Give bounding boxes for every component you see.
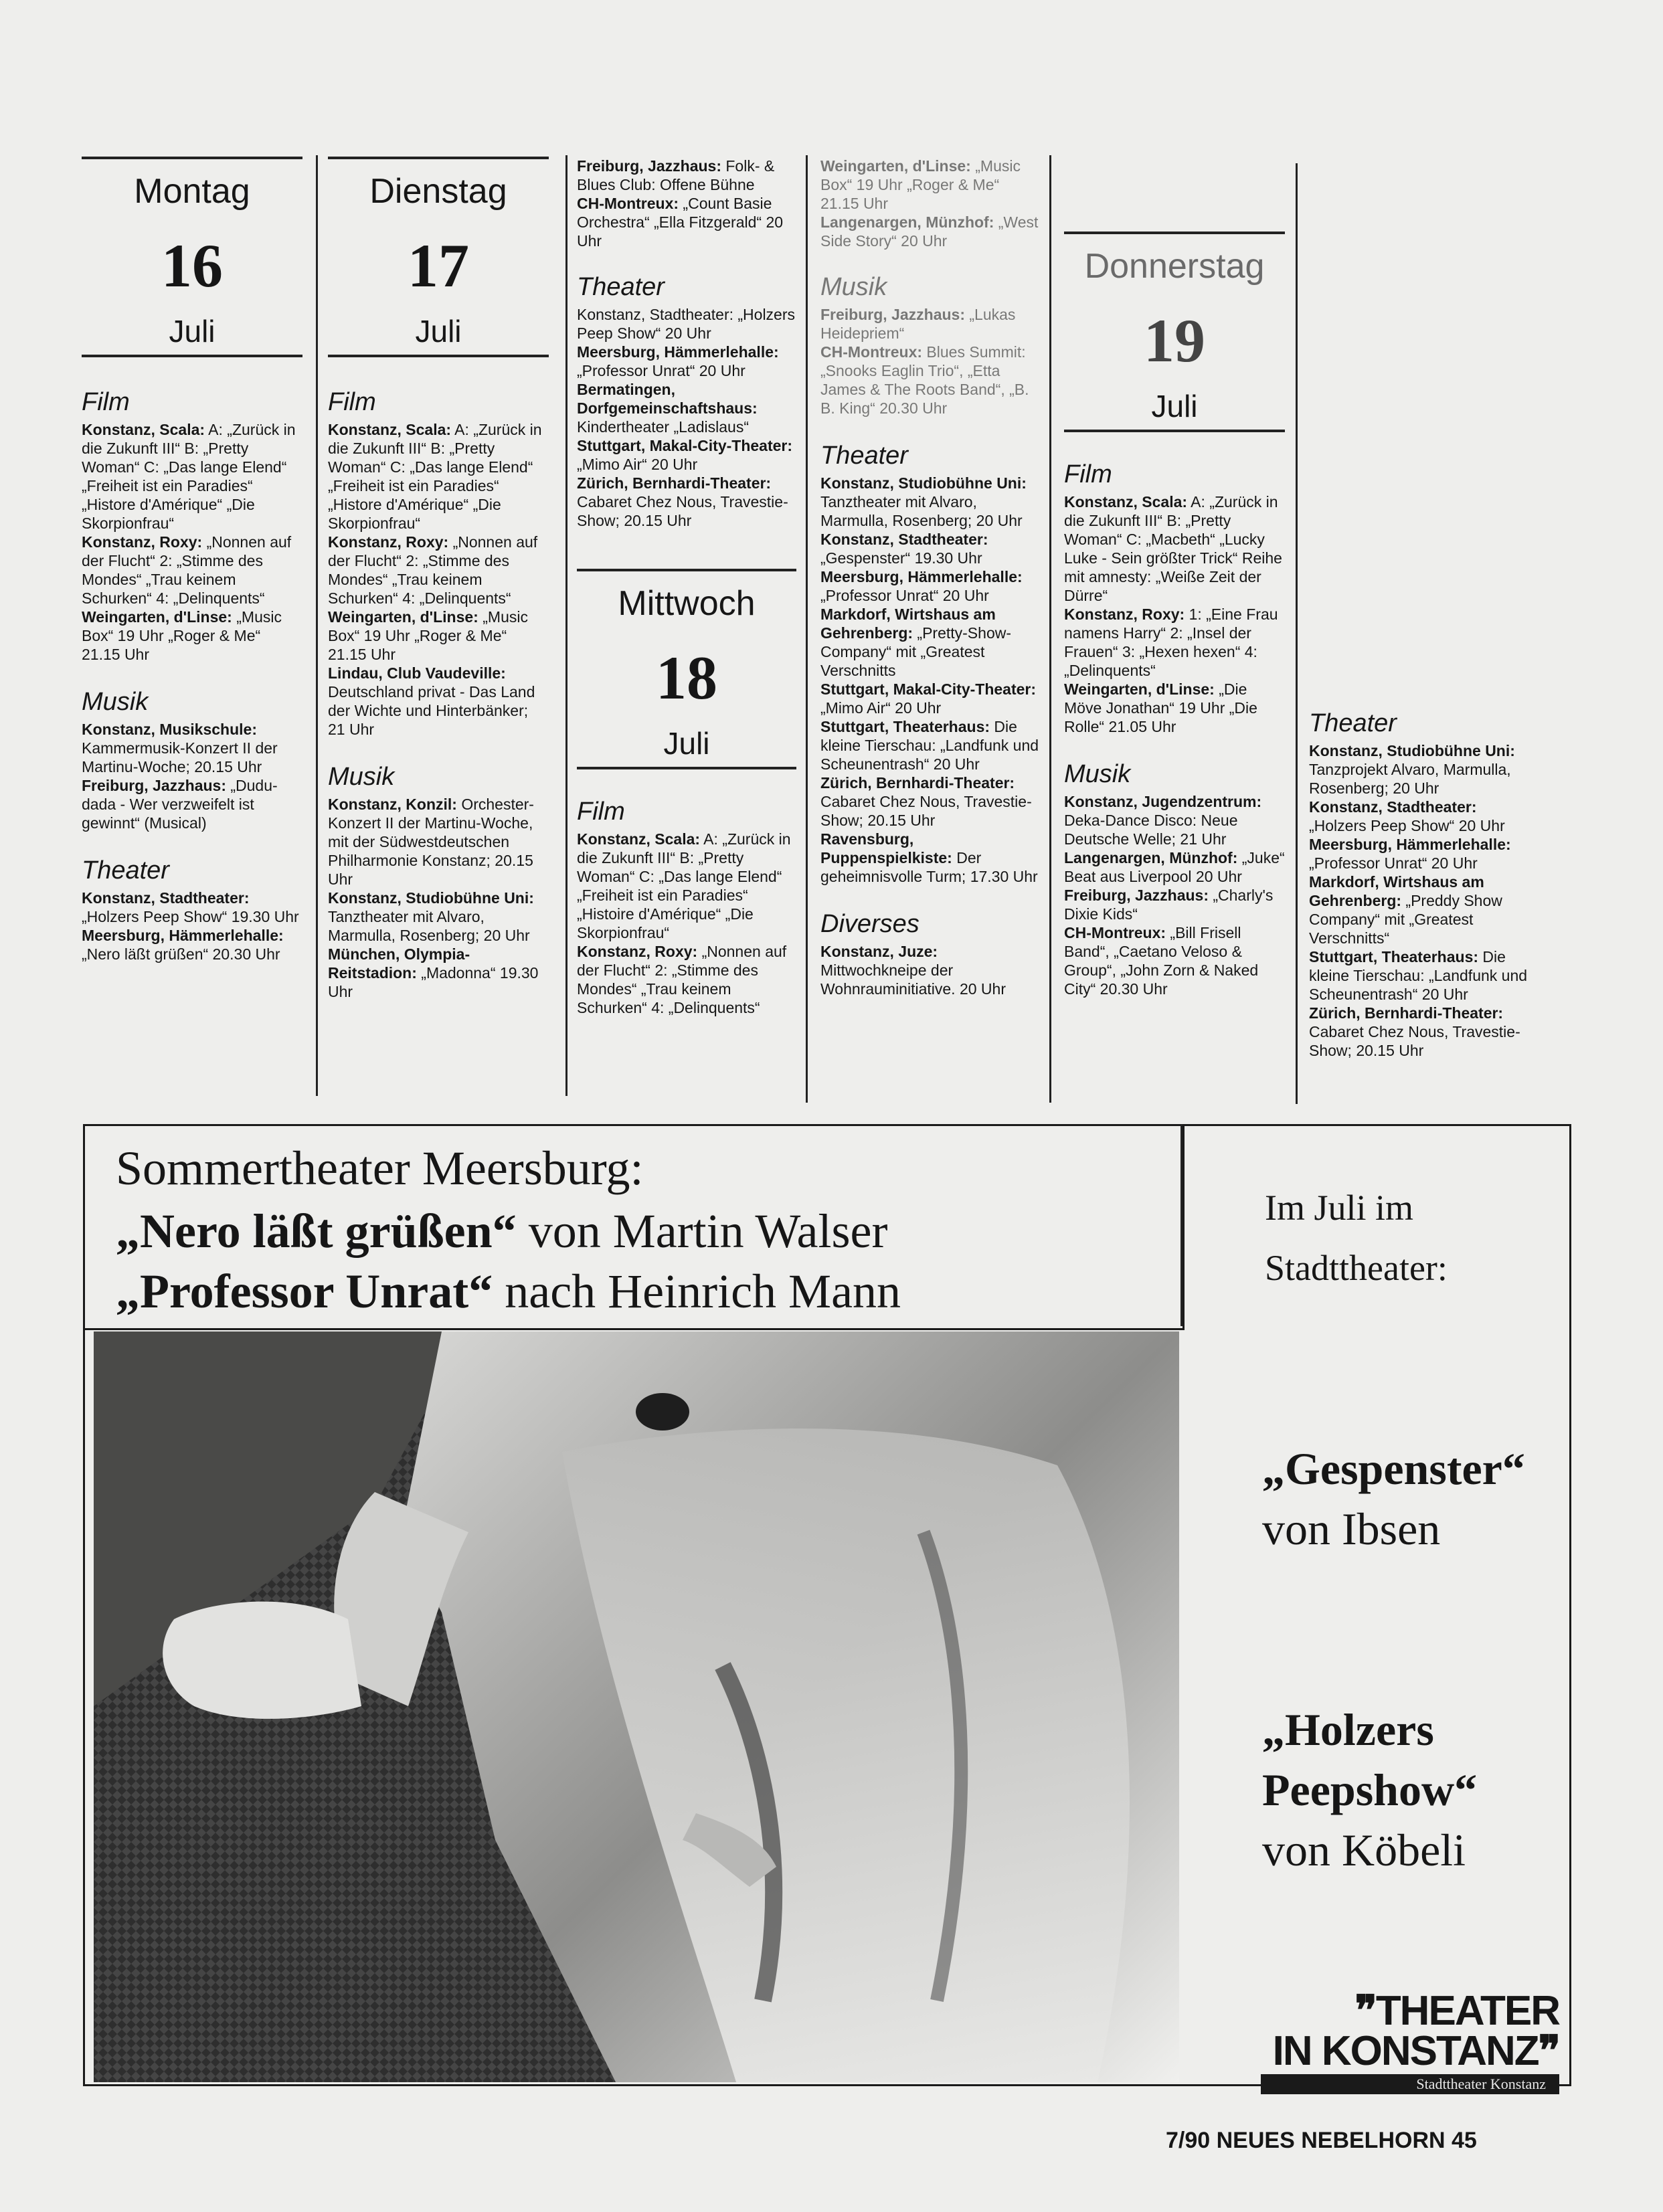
column-divider bbox=[1296, 163, 1298, 1104]
details: 1: „Eine Frau namens Harry“ 2: „Insel der Frauen“ 3: „Hexen hexen“ 4: „Delinquents“ bbox=[1064, 606, 1278, 679]
day-header-thursday bbox=[1064, 232, 1285, 432]
column-divider bbox=[1049, 155, 1051, 1103]
details: Deutschland privat - Das Land der Wichte und Hinterbänker; 21 Uhr bbox=[328, 683, 535, 738]
details: „Holzers Peep Show“ 20 Uhr bbox=[1309, 817, 1505, 834]
details: Tanzprojekt Alvaro, Marmulla, Rosenberg; 20 Uhr bbox=[1309, 761, 1511, 797]
venue: Zürich, Bernhardi-Theater: bbox=[577, 474, 772, 492]
venue: Freiburg, Jazzhaus: bbox=[82, 777, 226, 794]
day-header-wednesday bbox=[577, 569, 796, 769]
listing-entry bbox=[1309, 835, 1530, 872]
details: „Gespenster“ 19.30 Uhr bbox=[820, 549, 982, 567]
venue: Freiburg, Jazzhaus: bbox=[1064, 887, 1209, 904]
listing-entry bbox=[1064, 680, 1285, 736]
venue: Markdorf, Wirtshaus am Gehrenberg: bbox=[1309, 873, 1484, 909]
ad-play-holzers bbox=[1262, 1699, 1563, 1880]
listing-entry bbox=[82, 926, 302, 963]
listing-entry bbox=[328, 889, 549, 945]
details: Tanztheater mit Alvaro, Marmulla, Rosenberg; 20 Uhr bbox=[820, 493, 1023, 529]
column-thursday-continued bbox=[1309, 708, 1530, 1060]
venue: Bermatingen, Dorfgemeinschaftshaus: bbox=[577, 381, 758, 417]
details: „Music Box“ 19 Uhr „Roger & Me“ 21.15 Uhr bbox=[82, 608, 282, 663]
day-name: Mittwoch bbox=[577, 569, 796, 625]
venue: Meersburg, Hämmerlehalle: bbox=[1309, 836, 1511, 853]
venue: Langenargen, Münzhof: bbox=[1064, 849, 1238, 866]
listing-entry bbox=[577, 305, 796, 343]
details: Blues Summit: „Snooks Eaglin Trio“, „Etta James & The Roots Band“, „B. B. King“ 20.30 Uhr bbox=[820, 343, 1029, 417]
details: Folk- & Blues Club: Offene Bühne bbox=[577, 157, 775, 193]
logo-line2: IN KONSTANZ❞ bbox=[1272, 2028, 1559, 2074]
details: Kindertheater „Ladislaus“ bbox=[577, 418, 749, 436]
venue: Konstanz, Jugendzentrum: bbox=[1064, 793, 1262, 810]
venue: Konstanz, Scala: bbox=[328, 421, 452, 438]
listing-entry bbox=[328, 795, 549, 889]
listing-entry bbox=[82, 533, 302, 608]
venue: Konstanz, Stadtheater: bbox=[1309, 798, 1477, 816]
details: „Juke“ Beat aus Liverpool 20 Uhr bbox=[1064, 849, 1285, 885]
venue: Konstanz, Studiobühne Uni: bbox=[820, 474, 1027, 492]
venue: Ravensburg, Puppenspielkiste: bbox=[820, 830, 952, 866]
play-author: von Köbeli bbox=[1262, 1825, 1466, 1875]
day-month: Juli bbox=[577, 725, 796, 769]
listing-entry bbox=[820, 717, 1041, 773]
section-heading-musik: Musik bbox=[82, 688, 149, 716]
listing-entry bbox=[328, 533, 549, 608]
section-heading-theater: Theater bbox=[820, 442, 908, 470]
column-thursday bbox=[1064, 232, 1285, 998]
play-title: „Nero läßt grüßen“ bbox=[116, 1204, 517, 1258]
venue: Stuttgart, Theaterhaus: bbox=[820, 718, 990, 735]
faded-entries bbox=[820, 157, 1041, 418]
details: „Lukas Heidepriem“ bbox=[820, 306, 1016, 342]
listing-entry bbox=[328, 420, 549, 533]
venue: Zürich, Bernhardi-Theater: bbox=[1309, 1004, 1504, 1022]
details: „Nonnen auf der Flucht“ 2: „Stimme des Mondes“ „Trau keinem Schurken“ 4: „Delinquents“ bbox=[328, 533, 538, 607]
details: „Professor Unrat“ 20 Uhr bbox=[1309, 854, 1478, 872]
day-number: 18 bbox=[656, 644, 717, 712]
listing-entry bbox=[1064, 848, 1285, 886]
day-month: Juli bbox=[328, 313, 549, 357]
column-divider bbox=[565, 155, 567, 1096]
listing-entry bbox=[577, 830, 796, 942]
venue: Konstanz, Stadtheater: bbox=[820, 531, 988, 548]
listing-entry bbox=[328, 608, 549, 664]
ad-right-panel bbox=[1265, 1178, 1559, 1298]
play-credit: von Martin Walser bbox=[516, 1204, 888, 1258]
day-header-tuesday bbox=[328, 157, 549, 357]
details: „Nonnen auf der Flucht“ 2: „Stimme des Mondes“ „Trau keinem Schurken“ 4: „Delinquents“ bbox=[577, 943, 787, 1016]
listing-entry bbox=[82, 608, 302, 664]
ad-intro-line1: Im Juli im bbox=[1265, 1188, 1414, 1228]
ad-heading: Sommertheater Meersburg: bbox=[116, 1141, 644, 1195]
ad-line-unrat bbox=[116, 1260, 901, 1323]
column-wednesday bbox=[577, 157, 796, 1017]
page-footer: 7/90 NEUES NEBELHORN 45 bbox=[1166, 2128, 1477, 2153]
section-heading-film: Film bbox=[82, 388, 130, 416]
details: „Preddy Show Company“ mit „Greatest Verschnitts“ bbox=[1309, 892, 1502, 947]
venue: Konstanz, Konzil: bbox=[328, 796, 457, 813]
details: „West Side Story“ 20 Uhr bbox=[820, 213, 1039, 250]
listing-entry bbox=[1064, 923, 1285, 998]
listing-entry bbox=[1064, 605, 1285, 680]
listing-entry bbox=[328, 664, 549, 739]
details: Cabaret Chez Nous, Travestie-Show; 20.15 Uhr bbox=[820, 793, 1032, 829]
listing-entry bbox=[577, 343, 796, 380]
listing-entry bbox=[577, 436, 796, 474]
ad-intro-line2: Stadttheater: bbox=[1265, 1248, 1448, 1288]
listing-entry bbox=[1064, 886, 1285, 923]
venue: Konstanz, Roxy: bbox=[577, 943, 698, 960]
column-divider bbox=[806, 155, 808, 1103]
play-credit: nach Heinrich Mann bbox=[493, 1265, 901, 1318]
details: „Professor Unrat“ 20 Uhr bbox=[820, 587, 989, 604]
venue: Langenargen, Münzhof: bbox=[820, 213, 994, 231]
listing-entry bbox=[820, 567, 1041, 605]
venue: Weingarten, d'Linse: bbox=[328, 608, 478, 626]
play-title-line2: Peepshow“ bbox=[1262, 1764, 1478, 1815]
details: „Holzers Peep Show“ 19.30 Uhr bbox=[82, 908, 299, 925]
details: Deka-Dance Disco: Neue Deutsche Welle; 21 Uhr bbox=[1064, 812, 1238, 848]
details: Tanztheater mit Alvaro, Marmulla, Rosenberg; 20 Uhr bbox=[328, 908, 530, 944]
day-name: Donnerstag bbox=[1064, 232, 1285, 288]
venue: Zürich, Bernhardi-Theater: bbox=[820, 774, 1015, 792]
details: Die kleine Tierschau: „Landfunk und Scheunentrash“ 20 Uhr bbox=[1309, 948, 1528, 1003]
venue: Konstanz, Scala: bbox=[82, 421, 205, 438]
listing-entry bbox=[82, 420, 302, 533]
details: „Die Möve Jonathan“ 19 Uhr „Die Rolle“ 21.05 Uhr bbox=[1064, 680, 1257, 735]
listing-entry bbox=[820, 605, 1041, 680]
venue: Konstanz, Musikschule: bbox=[82, 721, 257, 738]
details: „Mimo Air“ 20 Uhr bbox=[820, 699, 942, 717]
day-month: Juli bbox=[82, 313, 302, 357]
venue: München, Olympia-Reitstadion: bbox=[328, 945, 470, 982]
listing-entry bbox=[820, 305, 1041, 343]
ad-heading-box bbox=[83, 1124, 1185, 1330]
ad-line-nero bbox=[116, 1200, 887, 1263]
venue: Weingarten, d'Linse: bbox=[1064, 680, 1215, 698]
listing-entry bbox=[1309, 1004, 1530, 1060]
details: „Music Box“ 19 Uhr „Roger & Me“ 21.15 Uhr bbox=[820, 157, 1021, 212]
venue: Konstanz, Roxy: bbox=[1064, 606, 1185, 623]
ad-play-gespenster bbox=[1262, 1439, 1563, 1559]
section-heading-theater: Theater bbox=[82, 856, 169, 885]
venue: Konstanz, Stadtheater: bbox=[82, 889, 250, 907]
details: „Count Basie Orchestra“ „Ella Fitzgerald“ 20 Uhr bbox=[577, 195, 784, 250]
listing-entry bbox=[1309, 872, 1530, 947]
listing-entry bbox=[577, 380, 796, 436]
listing-entry bbox=[328, 945, 549, 1001]
details: Cabaret Chez Nous, Travestie-Show; 20.15 Uhr bbox=[577, 493, 788, 529]
listing-entry bbox=[820, 680, 1041, 717]
listing-entry bbox=[820, 474, 1041, 530]
ad-photo bbox=[94, 1331, 1179, 2082]
details: „Music Box“ 19 Uhr „Roger & Me“ 21.15 Uhr bbox=[328, 608, 528, 663]
details: Cabaret Chez Nous, Travestie-Show; 20.15 Uhr bbox=[1309, 1023, 1520, 1059]
details: A: „Zurück in die Zukunft III“ B: „Pretty Woman“ C: „Das lange Elend“ „Freiheit ist ein Paradies“ „Histore d'Amérique“ „Die Skorpionfrau“ bbox=[328, 421, 542, 532]
section-heading-diverses: Diverses bbox=[820, 910, 920, 938]
details: A: „Zurück in die Zukunft III“ B: „Pretty Woman“ C: „Macbeth“ „Lucky Luke - Sein größter Trick“ Reihe mit amnesty: „Weiße Zeit der Dürre“ bbox=[1064, 493, 1282, 604]
venue: Weingarten, d'Linse: bbox=[820, 157, 971, 175]
play-title-line1: „Holzers bbox=[1262, 1704, 1434, 1755]
details: Konstanz, Stadtheater: „Holzers Peep Show“ 20 Uhr bbox=[577, 306, 795, 342]
listing-entry bbox=[1309, 798, 1530, 835]
statue-photo-image bbox=[94, 1331, 1179, 2082]
venue: Konstanz, Scala: bbox=[577, 830, 701, 848]
day-name: Montag bbox=[82, 157, 302, 213]
details: Orchester-Konzert II der Martinu-Woche, mit der Südwestdeutschen Philharmonie Konstanz; 20.15 Uhr bbox=[328, 796, 534, 888]
listing-entry bbox=[820, 530, 1041, 567]
details: „Professor Unrat“ 20 Uhr bbox=[577, 362, 746, 379]
day-header-monday bbox=[82, 157, 302, 357]
venue: CH-Montreux: bbox=[820, 343, 923, 361]
venue: Weingarten, d'Linse: bbox=[82, 608, 232, 626]
details: „Mimo Air“ 20 Uhr bbox=[577, 456, 698, 473]
listing-entry bbox=[82, 889, 302, 926]
details: „Nero läßt grüßen“ 20.30 Uhr bbox=[82, 945, 280, 963]
play-title: „Gespenster“ bbox=[1262, 1443, 1525, 1494]
details: „Nonnen auf der Flucht“ 2: „Stimme des Mondes“ „Trau keinem Schurken“ 4: „Delinquents“ bbox=[82, 533, 292, 607]
details: A: „Zurück in die Zukunft III“ B: „Pretty Woman“ C: „Das lange Elend“ „Freiheit ist ein Paradies“ „Histore d'Amérique“ „Die Skorpionfrau“ bbox=[82, 421, 296, 532]
section-heading-theater: Theater bbox=[1309, 709, 1397, 737]
column-wednesday-continued bbox=[820, 157, 1041, 998]
details: Mittwochkneipe der Wohnrauminitiative. 20 Uhr bbox=[820, 961, 1006, 998]
section-heading-film: Film bbox=[1064, 460, 1112, 488]
venue: Stuttgart, Makal-City-Theater: bbox=[577, 437, 793, 454]
listing-entry bbox=[577, 157, 796, 194]
logo-line1: ❞THEATER bbox=[1354, 1988, 1559, 2034]
details: A: „Zurück in die Zukunft III“ B: „Pretty Woman“ C: „Das lange Elend“ „Freiheit ist ein Paradies“ „Histoire d'Amérique“ „Die Skorpionfrau“ bbox=[577, 830, 791, 941]
day-name: Dienstag bbox=[328, 157, 549, 213]
section-heading-film: Film bbox=[328, 388, 376, 416]
details: „Pretty-Show-Company“ mit „Greatest Verschnitts bbox=[820, 624, 1012, 679]
section-heading-musik: Musik bbox=[1064, 760, 1131, 788]
column-tuesday bbox=[328, 157, 549, 1001]
theater-logo bbox=[1261, 1988, 1559, 2094]
venue: Markdorf, Wirtshaus am Gehrenberg: bbox=[820, 606, 996, 642]
ad-panel-divider bbox=[1180, 1124, 1183, 1326]
venue: Meersburg, Hämmerlehalle: bbox=[577, 343, 779, 361]
venue: Stuttgart, Theaterhaus: bbox=[1309, 948, 1479, 965]
venue: Meersburg, Hämmerlehalle: bbox=[82, 927, 284, 944]
section-heading-musik: Musik bbox=[328, 763, 395, 791]
listing-entry bbox=[1309, 947, 1530, 1004]
listing-entry bbox=[820, 343, 1041, 418]
details: Der geheimnisvolle Turm; 17.30 Uhr bbox=[820, 849, 1038, 885]
section-heading-theater: Theater bbox=[577, 273, 665, 301]
venue: Konstanz, Studiobühne Uni: bbox=[1309, 742, 1515, 759]
venue: Meersburg, Hämmerlehalle: bbox=[820, 568, 1023, 585]
listing-entry bbox=[577, 194, 796, 250]
section-heading-musik: Musik bbox=[820, 273, 887, 301]
venue: Freiburg, Jazzhaus: bbox=[577, 157, 721, 175]
logo-subtitle: Stadttheater Konstanz bbox=[1261, 2074, 1559, 2094]
play-author: von Ibsen bbox=[1262, 1503, 1441, 1554]
venue: Stuttgart, Makal-City-Theater: bbox=[820, 680, 1037, 698]
details: „Charly's Dixie Kids“ bbox=[1064, 887, 1274, 923]
venue: Konstanz, Studiobühne Uni: bbox=[328, 889, 534, 907]
details: Kammermusik-Konzert II der Martinu-Woche; 20.15 Uhr bbox=[82, 739, 278, 775]
listing-entry bbox=[1064, 492, 1285, 605]
listing-entry bbox=[820, 213, 1041, 250]
listing-entry bbox=[82, 776, 302, 832]
listing-entry bbox=[820, 942, 1041, 998]
day-number: 16 bbox=[161, 232, 223, 300]
listing-entry bbox=[820, 773, 1041, 830]
play-title: „Professor Unrat“ bbox=[116, 1265, 493, 1318]
listing-entry bbox=[82, 720, 302, 776]
details: Die kleine Tierschau: „Landfunk und Scheunentrash“ 20 Uhr bbox=[820, 718, 1039, 773]
venue: Lindau, Club Vaudeville: bbox=[328, 664, 506, 682]
venue: Konstanz, Roxy: bbox=[328, 533, 449, 551]
column-monday bbox=[82, 157, 302, 963]
listing-entry bbox=[820, 157, 1041, 213]
day-number: 17 bbox=[408, 232, 469, 300]
venue: CH-Montreux: bbox=[1064, 924, 1166, 941]
section-heading-film: Film bbox=[577, 798, 625, 826]
venue: Konstanz, Juze: bbox=[820, 943, 938, 960]
day-number: 19 bbox=[1144, 306, 1205, 375]
details: „Bill Frisell Band“, „Caetano Veloso & Group“, „John Zorn & Naked City“ 20.30 Uhr bbox=[1064, 924, 1259, 998]
listing-entry bbox=[820, 830, 1041, 886]
details: „Dudu-dada - Wer verzweifelt ist gewinnt“ (Musical) bbox=[82, 777, 278, 832]
venue: CH-Montreux: bbox=[577, 195, 679, 212]
venue: Konstanz, Scala: bbox=[1064, 493, 1188, 511]
day-month: Juli bbox=[1064, 388, 1285, 432]
listing-entry bbox=[1064, 792, 1285, 848]
venue: Konstanz, Roxy: bbox=[82, 533, 203, 551]
listing-entry bbox=[577, 942, 796, 1017]
venue: Freiburg, Jazzhaus: bbox=[820, 306, 965, 323]
listing-entry bbox=[577, 474, 796, 530]
details: „Madonna“ 19.30 Uhr bbox=[328, 964, 539, 1000]
listing-entry bbox=[1309, 741, 1530, 798]
column-divider bbox=[316, 155, 318, 1096]
